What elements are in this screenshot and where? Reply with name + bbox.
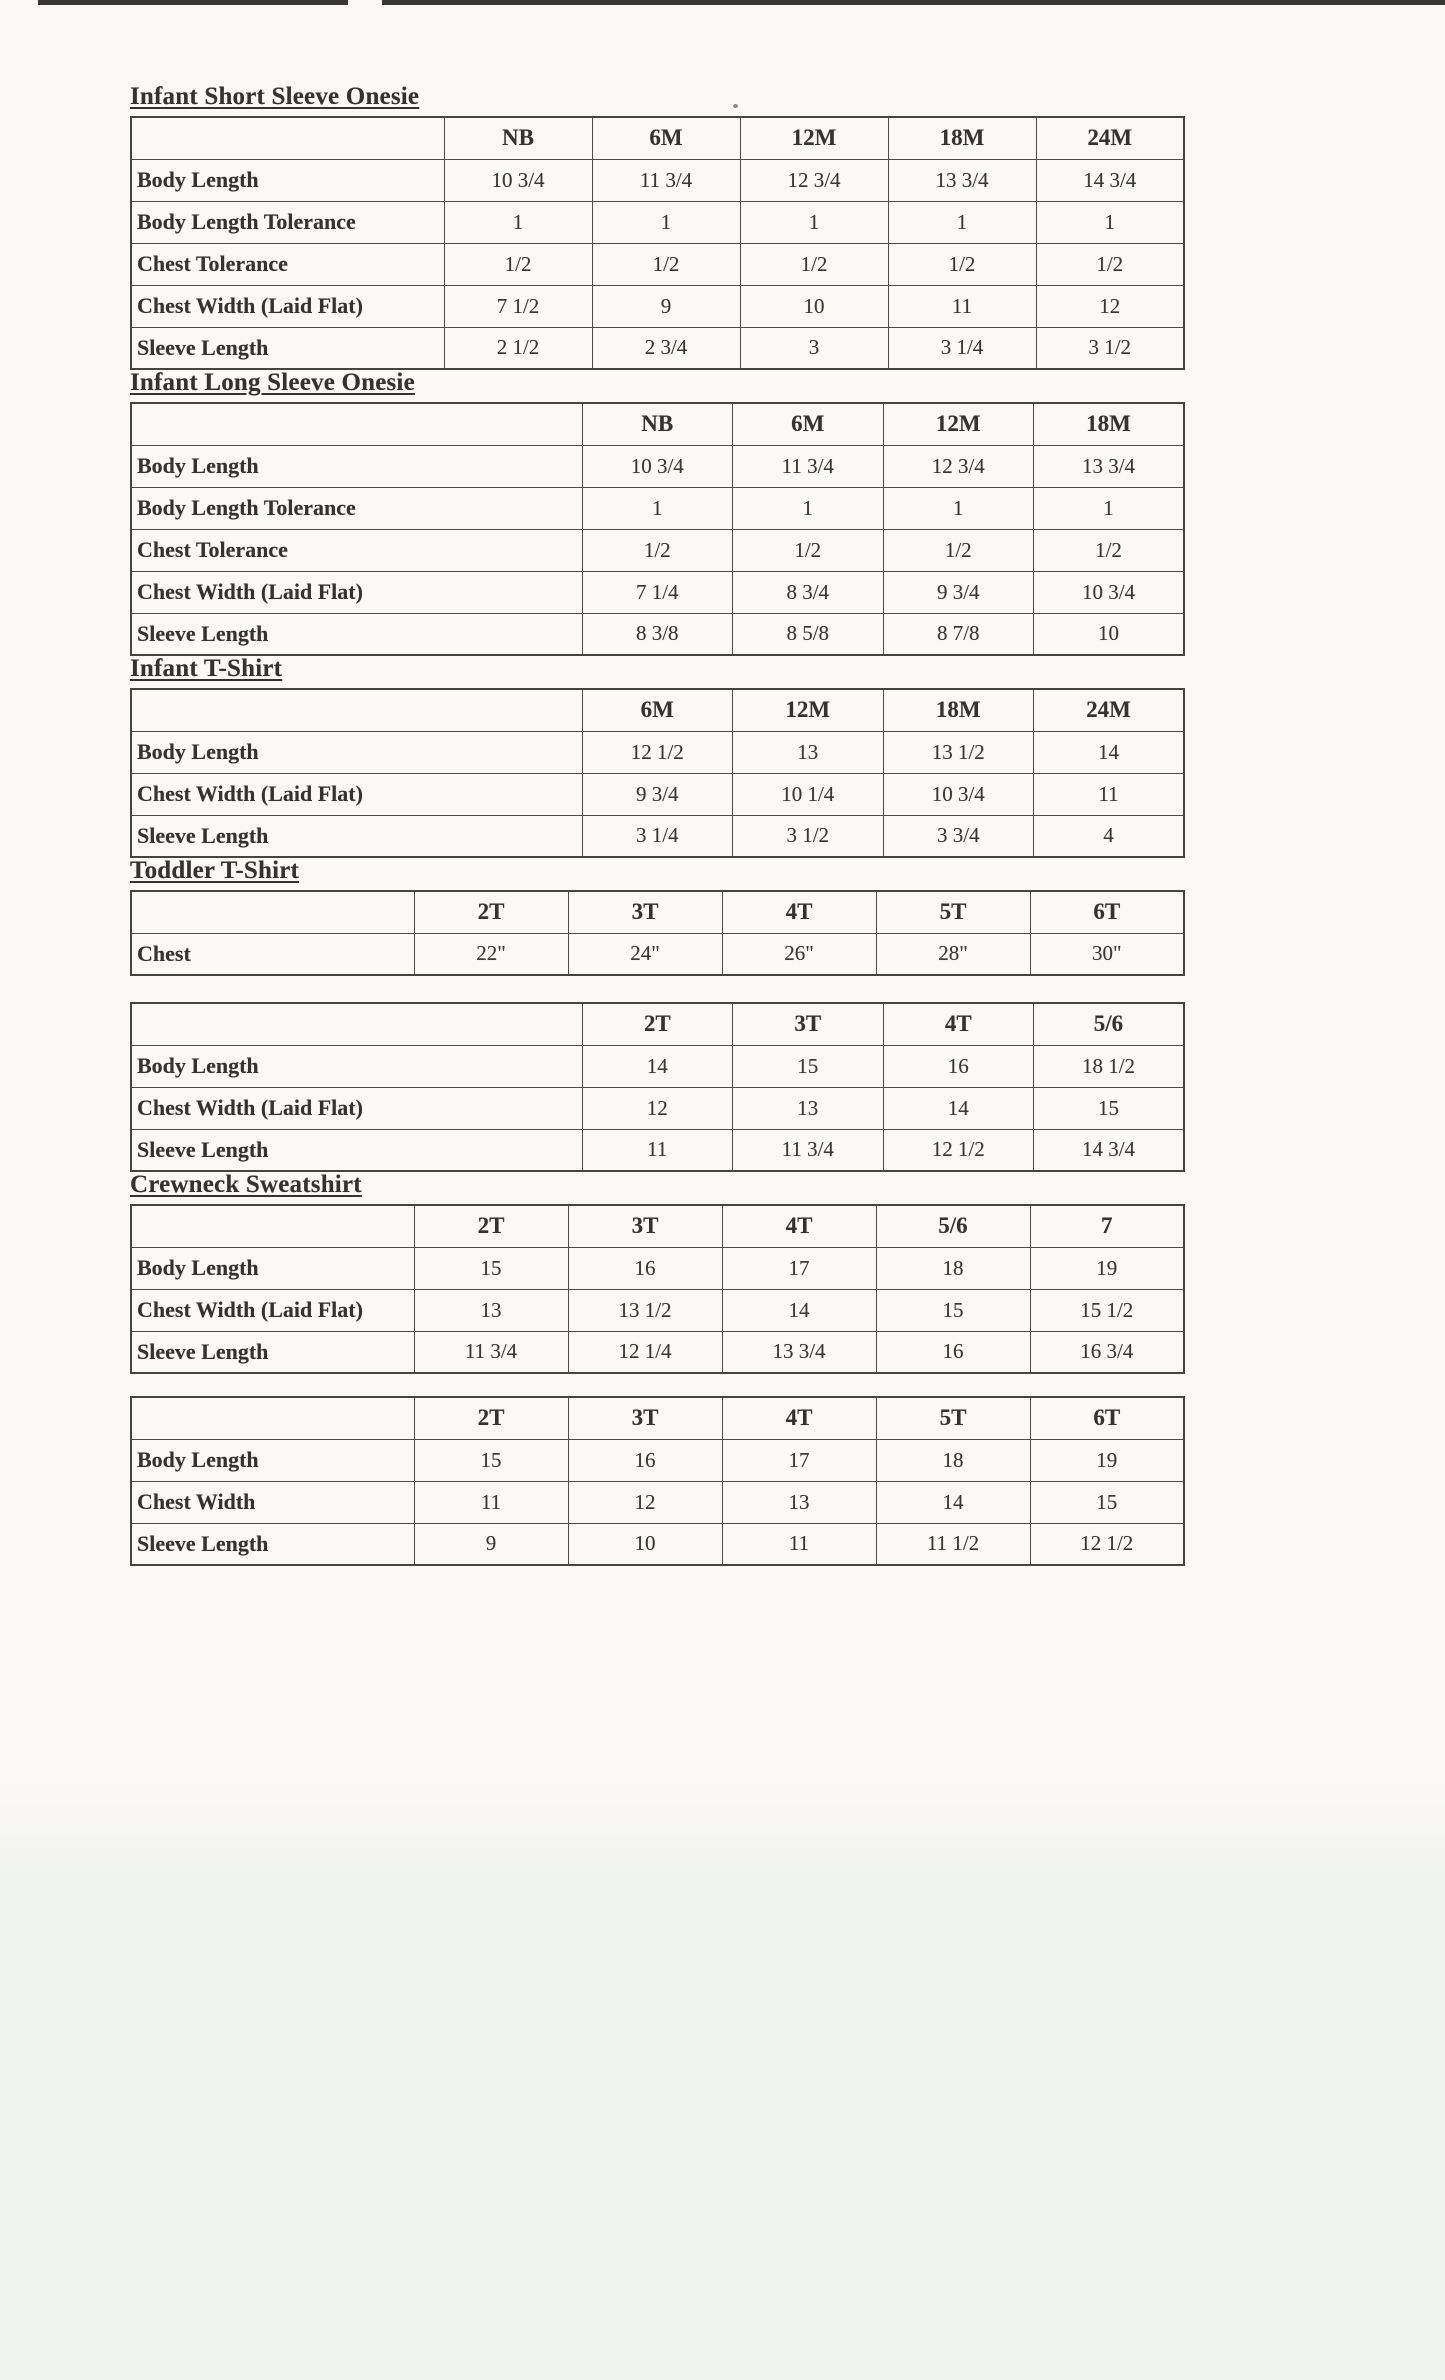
table-row bbox=[131, 933, 1184, 975]
row-label: Body Length bbox=[131, 1247, 414, 1289]
value-cell: 14 bbox=[582, 1045, 733, 1087]
value-cell: 12 1/4 bbox=[568, 1331, 722, 1373]
value-cell: 1 bbox=[444, 201, 592, 243]
value-cell: 12 1/2 bbox=[883, 1129, 1034, 1171]
value-cell: 30" bbox=[1030, 933, 1184, 975]
header-row bbox=[131, 1397, 1184, 1439]
column-header: 2T bbox=[582, 1003, 733, 1045]
value-cell: 12 3/4 bbox=[740, 159, 888, 201]
row-label: Body Length bbox=[131, 159, 444, 201]
value-cell: 11 bbox=[582, 1129, 733, 1171]
value-cell: 9 3/4 bbox=[582, 773, 733, 815]
row-label: Sleeve Length bbox=[131, 1129, 582, 1171]
table-row bbox=[131, 1045, 1184, 1087]
value-cell: 13 3/4 bbox=[722, 1331, 876, 1373]
row-label: Body Length Tolerance bbox=[131, 201, 444, 243]
value-cell: 17 bbox=[722, 1247, 876, 1289]
corner-cell bbox=[131, 117, 444, 159]
table-row bbox=[131, 159, 1184, 201]
value-cell: 15 bbox=[414, 1439, 568, 1481]
column-header: 2T bbox=[414, 1397, 568, 1439]
value-cell: 13 bbox=[722, 1481, 876, 1523]
value-cell: 12 bbox=[582, 1087, 733, 1129]
value-cell: 8 7/8 bbox=[883, 613, 1034, 655]
table-row bbox=[131, 731, 1184, 773]
value-cell: 1 bbox=[733, 487, 884, 529]
value-cell: 12 1/2 bbox=[1030, 1523, 1184, 1565]
corner-cell bbox=[131, 1205, 414, 1247]
column-header: 6T bbox=[1030, 891, 1184, 933]
row-label: Chest Width bbox=[131, 1481, 414, 1523]
value-cell: 8 3/8 bbox=[582, 613, 733, 655]
value-cell: 11 3/4 bbox=[733, 1129, 884, 1171]
value-cell: 11 3/4 bbox=[733, 445, 884, 487]
value-cell: 1/2 bbox=[592, 243, 740, 285]
value-cell: 2 1/2 bbox=[444, 327, 592, 369]
column-header: 24M bbox=[1034, 689, 1185, 731]
value-cell: 3 1/2 bbox=[1036, 327, 1184, 369]
column-header: 12M bbox=[883, 403, 1034, 445]
row-label: Chest bbox=[131, 933, 414, 975]
section-title-toddler-t-shirt: Toddler T-Shirt bbox=[130, 857, 300, 884]
table-row bbox=[131, 1331, 1184, 1373]
value-cell: 3 bbox=[740, 327, 888, 369]
column-header: 5/6 bbox=[876, 1205, 1030, 1247]
value-cell: 13 bbox=[733, 731, 884, 773]
value-cell: 11 3/4 bbox=[414, 1331, 568, 1373]
row-label: Chest Width (Laid Flat) bbox=[131, 1289, 414, 1331]
table-row bbox=[131, 773, 1184, 815]
table-row bbox=[131, 201, 1184, 243]
column-header: 2T bbox=[414, 891, 568, 933]
value-cell: 8 5/8 bbox=[733, 613, 884, 655]
value-cell: 12 bbox=[1036, 285, 1184, 327]
table-crewneck-sweatshirt bbox=[130, 1204, 1185, 1374]
column-header: 4T bbox=[722, 891, 876, 933]
table-row bbox=[131, 1439, 1184, 1481]
value-cell: 10 bbox=[568, 1523, 722, 1565]
column-header: 6M bbox=[592, 117, 740, 159]
column-header: NB bbox=[444, 117, 592, 159]
table-infant-short-sleeve-onesie bbox=[130, 116, 1185, 370]
value-cell: 13 1/2 bbox=[883, 731, 1034, 773]
value-cell: 2 3/4 bbox=[592, 327, 740, 369]
table-row bbox=[131, 285, 1184, 327]
column-header: 5T bbox=[876, 891, 1030, 933]
corner-cell bbox=[131, 403, 582, 445]
value-cell: 28" bbox=[876, 933, 1030, 975]
column-header: 18M bbox=[1034, 403, 1185, 445]
value-cell: 16 3/4 bbox=[1030, 1331, 1184, 1373]
section-title-infant-long-sleeve-onesie: Infant Long Sleeve Onesie bbox=[130, 369, 415, 396]
table-row bbox=[131, 487, 1184, 529]
value-cell: 3 1/2 bbox=[733, 815, 884, 857]
row-label: Body Length bbox=[131, 1045, 582, 1087]
column-header: 4T bbox=[883, 1003, 1034, 1045]
value-cell: 3 1/4 bbox=[888, 327, 1036, 369]
table-row bbox=[131, 613, 1184, 655]
value-cell: 17 bbox=[722, 1439, 876, 1481]
value-cell: 13 bbox=[733, 1087, 884, 1129]
column-header: 3T bbox=[568, 1397, 722, 1439]
value-cell: 11 1/2 bbox=[876, 1523, 1030, 1565]
value-cell: 14 3/4 bbox=[1036, 159, 1184, 201]
section-title-crewneck-sweatshirt: Crewneck Sweatshirt bbox=[130, 1171, 362, 1198]
table-row bbox=[131, 529, 1184, 571]
column-header: 6M bbox=[733, 403, 884, 445]
value-cell: 10 1/4 bbox=[733, 773, 884, 815]
row-label: Sleeve Length bbox=[131, 613, 582, 655]
table-toddler-t-shirt-chest bbox=[130, 890, 1185, 976]
table-row bbox=[131, 1129, 1184, 1171]
value-cell: 19 bbox=[1030, 1247, 1184, 1289]
row-label: Body Length Tolerance bbox=[131, 487, 582, 529]
table-untitled-2t-6t bbox=[130, 1396, 1185, 1566]
table-row bbox=[131, 1087, 1184, 1129]
value-cell: 10 bbox=[740, 285, 888, 327]
value-cell: 11 bbox=[414, 1481, 568, 1523]
row-label: Body Length bbox=[131, 445, 582, 487]
value-cell: 1 bbox=[888, 201, 1036, 243]
value-cell: 11 bbox=[1034, 773, 1185, 815]
corner-cell bbox=[131, 1003, 582, 1045]
value-cell: 14 bbox=[883, 1087, 1034, 1129]
value-cell: 1/2 bbox=[582, 529, 733, 571]
column-header: 3T bbox=[568, 1205, 722, 1247]
value-cell: 16 bbox=[876, 1331, 1030, 1373]
row-label: Chest Tolerance bbox=[131, 243, 444, 285]
value-cell: 12 3/4 bbox=[883, 445, 1034, 487]
table-untitled-toddler-dimensions bbox=[130, 1002, 1185, 1172]
value-cell: 1 bbox=[592, 201, 740, 243]
column-header: 4T bbox=[722, 1397, 876, 1439]
value-cell: 1 bbox=[1034, 487, 1185, 529]
value-cell: 18 bbox=[876, 1439, 1030, 1481]
row-label: Chest Width (Laid Flat) bbox=[131, 773, 582, 815]
value-cell: 1 bbox=[1036, 201, 1184, 243]
header-row bbox=[131, 689, 1184, 731]
row-label: Body Length bbox=[131, 731, 582, 773]
table-row bbox=[131, 571, 1184, 613]
column-header: 6T bbox=[1030, 1397, 1184, 1439]
value-cell: 15 bbox=[733, 1045, 884, 1087]
table-row bbox=[131, 1247, 1184, 1289]
column-header: 12M bbox=[733, 689, 884, 731]
table-row bbox=[131, 445, 1184, 487]
value-cell: 15 bbox=[1030, 1481, 1184, 1523]
value-cell: 13 3/4 bbox=[1034, 445, 1185, 487]
value-cell: 14 bbox=[722, 1289, 876, 1331]
value-cell: 10 3/4 bbox=[883, 773, 1034, 815]
value-cell: 26" bbox=[722, 933, 876, 975]
row-label: Sleeve Length bbox=[131, 1331, 414, 1373]
value-cell: 16 bbox=[883, 1045, 1034, 1087]
value-cell: 15 bbox=[1034, 1087, 1185, 1129]
column-header: 6M bbox=[582, 689, 733, 731]
value-cell: 14 3/4 bbox=[1034, 1129, 1185, 1171]
value-cell: 15 bbox=[414, 1247, 568, 1289]
value-cell: 16 bbox=[568, 1247, 722, 1289]
value-cell: 9 bbox=[414, 1523, 568, 1565]
table-row bbox=[131, 1481, 1184, 1523]
value-cell: 15 bbox=[876, 1289, 1030, 1331]
value-cell: 1/2 bbox=[733, 529, 884, 571]
column-header: 12M bbox=[740, 117, 888, 159]
value-cell: 1/2 bbox=[888, 243, 1036, 285]
value-cell: 11 3/4 bbox=[592, 159, 740, 201]
value-cell: 1/2 bbox=[1036, 243, 1184, 285]
value-cell: 12 bbox=[568, 1481, 722, 1523]
value-cell: 1/2 bbox=[740, 243, 888, 285]
header-row bbox=[131, 1205, 1184, 1247]
value-cell: 10 3/4 bbox=[582, 445, 733, 487]
table-row bbox=[131, 327, 1184, 369]
value-cell: 12 1/2 bbox=[582, 731, 733, 773]
value-cell: 1 bbox=[582, 487, 733, 529]
value-cell: 15 1/2 bbox=[1030, 1289, 1184, 1331]
row-label: Chest Tolerance bbox=[131, 529, 582, 571]
section-title-infant-t-shirt: Infant T-Shirt bbox=[130, 655, 283, 682]
value-cell: 1/2 bbox=[1034, 529, 1185, 571]
value-cell: 7 1/2 bbox=[444, 285, 592, 327]
value-cell: 1/2 bbox=[883, 529, 1034, 571]
document-content bbox=[130, 0, 1185, 1566]
value-cell: 10 3/4 bbox=[444, 159, 592, 201]
value-cell: 16 bbox=[568, 1439, 722, 1481]
value-cell: 14 bbox=[1034, 731, 1185, 773]
column-header: 5T bbox=[876, 1397, 1030, 1439]
column-header: NB bbox=[582, 403, 733, 445]
row-label: Body Length bbox=[131, 1439, 414, 1481]
row-label: Chest Width (Laid Flat) bbox=[131, 571, 582, 613]
value-cell: 1/2 bbox=[444, 243, 592, 285]
column-header: 7 bbox=[1030, 1205, 1184, 1247]
value-cell: 13 1/2 bbox=[568, 1289, 722, 1331]
column-header: 18M bbox=[883, 689, 1034, 731]
header-row bbox=[131, 117, 1184, 159]
header-row bbox=[131, 403, 1184, 445]
table-row bbox=[131, 1289, 1184, 1331]
value-cell: 11 bbox=[722, 1523, 876, 1565]
value-cell: 18 bbox=[876, 1247, 1030, 1289]
value-cell: 14 bbox=[876, 1481, 1030, 1523]
row-label: Sleeve Length bbox=[131, 815, 582, 857]
value-cell: 7 1/4 bbox=[582, 571, 733, 613]
value-cell: 8 3/4 bbox=[733, 571, 884, 613]
value-cell: 13 3/4 bbox=[888, 159, 1036, 201]
corner-cell bbox=[131, 891, 414, 933]
header-row bbox=[131, 891, 1184, 933]
value-cell: 22" bbox=[414, 933, 568, 975]
value-cell: 1 bbox=[740, 201, 888, 243]
table-row bbox=[131, 1523, 1184, 1565]
value-cell: 9 bbox=[592, 285, 740, 327]
row-label: Chest Width (Laid Flat) bbox=[131, 285, 444, 327]
value-cell: 3 3/4 bbox=[883, 815, 1034, 857]
corner-cell bbox=[131, 689, 582, 731]
value-cell: 4 bbox=[1034, 815, 1185, 857]
column-header: 4T bbox=[722, 1205, 876, 1247]
value-cell: 10 3/4 bbox=[1034, 571, 1185, 613]
value-cell: 13 bbox=[414, 1289, 568, 1331]
column-header: 24M bbox=[1036, 117, 1184, 159]
table-infant-long-sleeve-onesie bbox=[130, 402, 1185, 656]
column-header: 2T bbox=[414, 1205, 568, 1247]
column-header: 5/6 bbox=[1034, 1003, 1185, 1045]
row-label: Chest Width (Laid Flat) bbox=[131, 1087, 582, 1129]
table-row bbox=[131, 243, 1184, 285]
value-cell: 9 3/4 bbox=[883, 571, 1034, 613]
value-cell: 18 1/2 bbox=[1034, 1045, 1185, 1087]
section-title-infant-short-sleeve-onesie: Infant Short Sleeve Onesie bbox=[130, 83, 420, 110]
row-label: Sleeve Length bbox=[131, 327, 444, 369]
value-cell: 19 bbox=[1030, 1439, 1184, 1481]
value-cell: 1 bbox=[883, 487, 1034, 529]
column-header: 18M bbox=[888, 117, 1036, 159]
row-label: Sleeve Length bbox=[131, 1523, 414, 1565]
header-row bbox=[131, 1003, 1184, 1045]
column-header: 3T bbox=[568, 891, 722, 933]
table-infant-t-shirt bbox=[130, 688, 1185, 858]
value-cell: 3 1/4 bbox=[582, 815, 733, 857]
table-row bbox=[131, 815, 1184, 857]
column-header: 3T bbox=[733, 1003, 884, 1045]
corner-cell bbox=[131, 1397, 414, 1439]
value-cell: 11 bbox=[888, 285, 1036, 327]
value-cell: 10 bbox=[1034, 613, 1185, 655]
value-cell: 24" bbox=[568, 933, 722, 975]
